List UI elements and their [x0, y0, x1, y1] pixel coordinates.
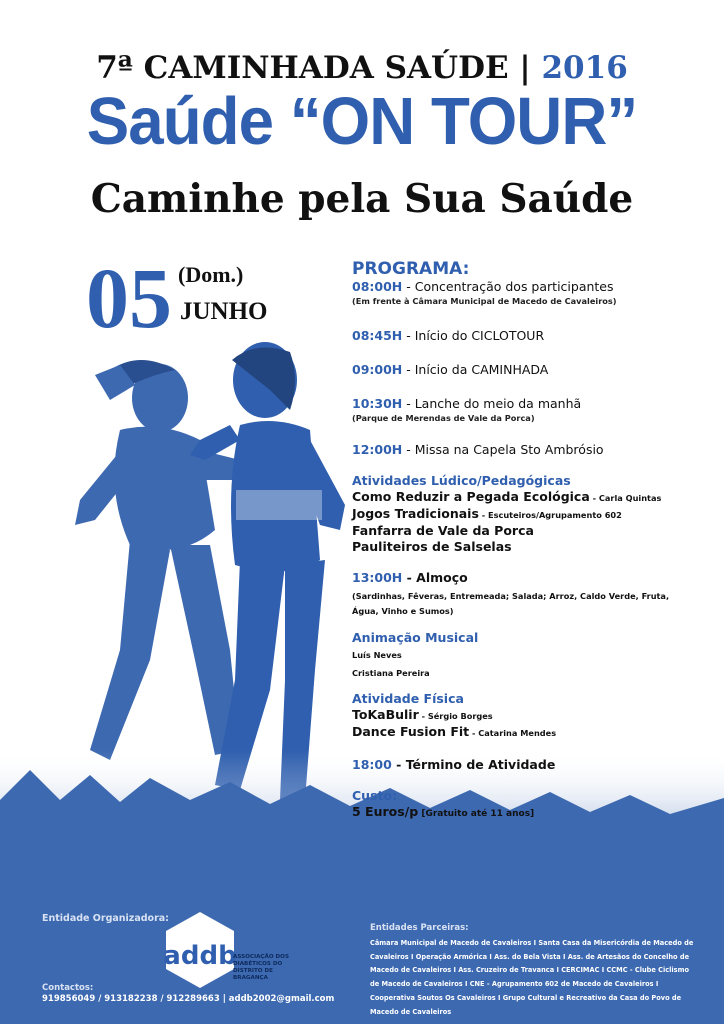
program-list	[352, 260, 717, 822]
activity-name: Dance Fusion Fit	[352, 724, 470, 739]
program-title: PROGRAMA:	[352, 259, 470, 279]
program-text: - Lanche do meio da manhã	[402, 396, 582, 411]
logo-text: addb	[163, 941, 237, 971]
activity-name: Pauliteiros de Salselas	[352, 539, 512, 554]
activity-name: ToKaBulir	[352, 707, 419, 722]
end-text: - Término de Atividade	[391, 757, 556, 772]
music-title: Animação Musical	[352, 630, 479, 645]
program-text: - Missa na Capela Sto Ambrósio	[402, 442, 604, 457]
program-time: 10:30H	[352, 396, 403, 411]
event-day: 05	[86, 250, 172, 346]
physical-activity	[352, 707, 717, 724]
logo-caption: ASSOCIAÇÃO DOS DIABÉTICOS DO DISTRITO DE BRAGANÇA	[233, 954, 289, 981]
program-text: - Início do CICLOTOUR	[402, 328, 545, 343]
program-time: 09:00H	[352, 362, 403, 377]
edition-year: 2016	[541, 50, 628, 86]
activity-name: Como Reduzir a Pegada Ecológica	[352, 489, 590, 504]
physical-title: Atividade Física	[352, 691, 464, 706]
activity-host: - Catarina Mendes	[469, 728, 557, 738]
music-performer: Luís Neves	[352, 650, 402, 660]
ludic-title: Atividades Lúdico/Pedagógicas	[352, 473, 571, 488]
cost-title: Custo:	[352, 788, 398, 803]
program-time: 08:45H	[352, 328, 403, 343]
program-item	[352, 278, 717, 295]
activity-name: Fanfarra de Vale da Porca	[352, 523, 534, 538]
program-text: - Concentração dos participantes	[402, 279, 614, 294]
program-subtext: (Em frente à Câmara Municipal de Macedo de Cavaleiros)	[352, 296, 617, 306]
end-time: 18:00	[352, 757, 392, 772]
edition-heading	[0, 50, 724, 86]
cost-note: [Gratuito até 11 anos]	[418, 809, 535, 819]
ludic-activity	[352, 539, 717, 555]
program-subtext: (Parque de Merendas de Vale da Porca)	[352, 413, 535, 423]
program-time: 08:00H	[352, 279, 403, 294]
lunch-text: - Almoço	[402, 570, 468, 585]
activity-host: - Sérgio Borges	[418, 711, 493, 721]
contacts-text: 919856049 / 913182238 / 912289663 | addb2002@gmail.com	[42, 994, 335, 1004]
program-item	[352, 327, 717, 344]
program-time: 12:00H	[352, 442, 403, 457]
ludic-activity	[352, 506, 717, 523]
activity-host: - Carla Quintas	[589, 493, 662, 503]
heading-separator: |	[519, 50, 531, 86]
partners-text: Câmara Municipal de Macedo de Cavaleiros I Santa Casa da Misericórdia de Macedo de Cavaleiros I Operação Armórica I Ass. do Bela Vista I Ass. de Artesãos do Concelho de Macedo de Cavaleiros I Ass. Cruzeiro de Travanca I CERCIMAC I CCMC - Clube Ciclismo de Macedo de Cavaleiros I CNE - Agrupamento 602 de Macedo de Cavaleiros I Cooperativa Soutos Os Cavaleiros I Grupo Cultural e Recreativo da Casa do Povo de Macedo de Cavaleiros	[370, 939, 694, 1016]
activity-name: Jogos Tradicionais	[352, 506, 479, 521]
cost-line	[352, 804, 717, 822]
program-text: - Início da CAMINHADA	[402, 362, 549, 377]
lunch-time: 13:00H	[352, 570, 403, 585]
headline: Saúde “ON TOUR”	[86, 84, 638, 159]
lunch-menu-line: (Sardinhas, Fêveras, Entremeada; Salada; Arroz, Caldo Verde, Fruta,	[352, 591, 670, 601]
contacts-label: Contactos:	[42, 983, 94, 993]
program-item	[352, 395, 717, 412]
ludic-activity	[352, 523, 717, 539]
partners-label: Entidades Parceiras:	[370, 923, 469, 933]
event-month: JUNHO	[180, 298, 268, 325]
program-item	[352, 361, 717, 378]
addb-logo-icon	[160, 910, 240, 990]
ludic-activity	[352, 489, 717, 506]
event-weekday: (Dom.)	[178, 262, 244, 287]
edition-line: 7ª CAMINHADA SAÚDE	[96, 50, 509, 86]
tagline: Caminhe pela Sua Saúde	[90, 176, 634, 222]
lunch-menu-line: Água, Vinho e Sumos)	[352, 606, 454, 616]
activity-host: - Escuteiros/Agrupamento 602	[478, 510, 622, 520]
end-item	[352, 756, 717, 773]
organizer-label: Entidade Organizadora:	[42, 913, 169, 924]
lunch-item	[352, 569, 717, 586]
program-item	[352, 441, 717, 458]
music-performer: Cristiana Pereira	[352, 668, 430, 678]
cost-value: 5 Euros/p	[352, 804, 419, 819]
physical-activity	[352, 724, 717, 741]
